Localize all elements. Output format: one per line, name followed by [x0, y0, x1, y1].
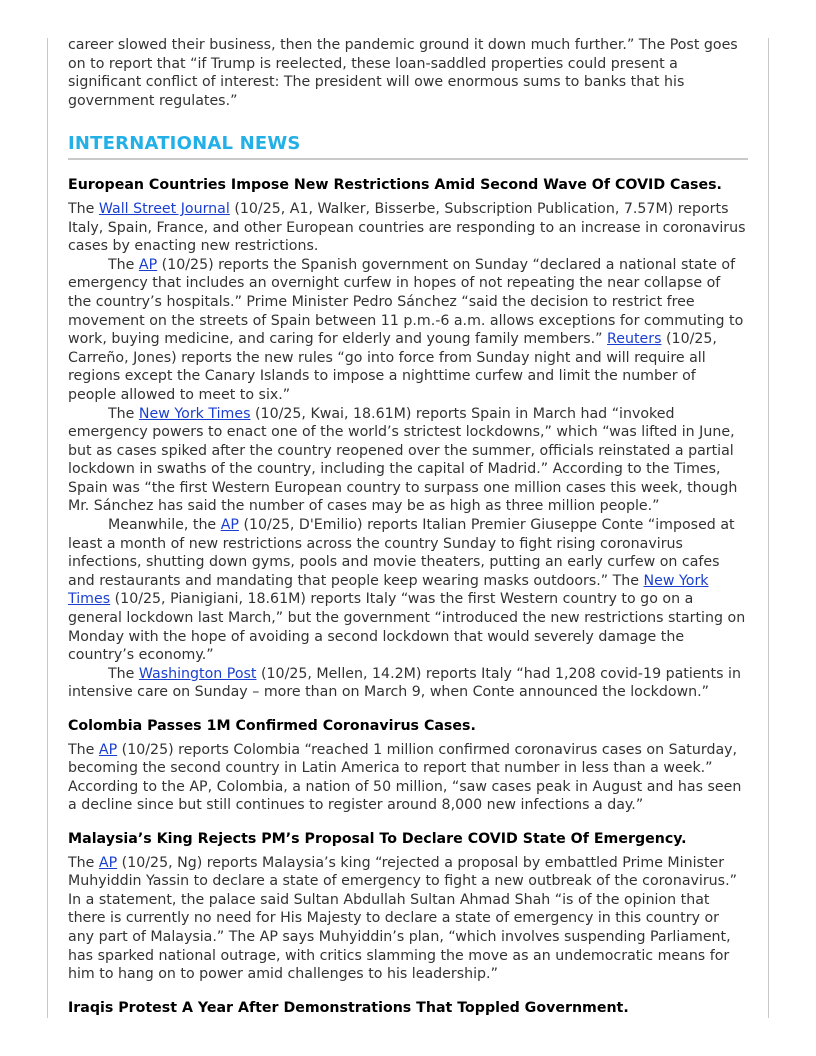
article-europe [68, 176, 748, 702]
article-paragraph: The AP (10/25, Ng) reports Malaysia’s king “rejected a proposal by embattled Prime Minister Muhyiddin Yassin to declare a state of emergency to fight a new outbreak of the coronavirus.” In a statement, the palace said Sultan Abdullah Sultan Ahmad Shah “is of the opinion that there is currently no need for His Majesty to declare a state of emergency in this country or any part of Malaysia.” The AP says Muhyiddin’s plan, “which involves suspending Parliament, has sparked national outrage, with critics slamming the move as an undemocratic means for him to hang on to power amid challenges to his leadership.” [68, 854, 737, 983]
article-paragraph: The AP (10/25) reports Colombia “reached 1 million confirmed coronavirus cases on Saturday, becoming the second country in Latin America to report that number in less than a week.” According to the AP, Colombia, a nation of 50 million, “saw cases peak in August and has seen a decline since but still continues to register around 8,000 new infections a day.” [68, 741, 742, 814]
article-headline: Iraqis Protest A Year After Demonstrations That Toppled Government. [68, 999, 629, 1016]
article-paragraph: The Washington Post (10/25, Mellen, 14.2M) reports Italy “had 1,208 covid-19 patients in intensive care on Sunday – more than on March 9, when Conte announced the lockdown.” [68, 665, 741, 701]
source-link-wall-street-journal[interactable]: Wall Street Journal [98, 200, 230, 217]
left-border [47, 38, 48, 1018]
article-paragraph: The AP (10/25) reports the Spanish government on Sunday “declared a national state of emergency that includes an overnight curfew in hopes of not repeating the near collapse of the country’s hospitals.” Prime Minister Pedro Sánchez “said the decision to restrict free movement on the streets of Spain between 11 p.m.-6 a.m. allows exceptions for commuting to work, buying medicine, and caring for elderly and young family members.” Reuters (10/25, Carreño, Jones) reports the new rules “go into force from Sunday night and will require all regions except the Canary Islands to impose a nighttime curfew and limit the number of people allowed to meet to six.” [68, 256, 744, 403]
article-headline: European Countries Impose New Restrictions Amid Second Wave Of COVID Cases. [68, 177, 722, 194]
source-link-ap[interactable]: AP [138, 256, 158, 273]
source-link-ap[interactable]: AP [98, 741, 118, 758]
article-headline: Colombia Passes 1M Confirmed Coronavirus Cases. [68, 718, 476, 734]
article-malaysia [68, 830, 748, 984]
source-link-new-york-times[interactable]: New York Times [68, 572, 709, 608]
article-paragraph: The New York Times (10/25, Kwai, 18.61M) reports Spain in March had “invoked emergency powers to enact one of the world’s strictest lockdowns,” which “was lifted in June, but as cases spiked after the country reopened over the summer, officials reinstated a partial lockdown in swaths of the country, including the capital of Madrid.” According to the Times, Spain was “the first Western European country to surpass one million cases this week, though Mr. Sánchez has said the number of cases may be as high as three million people.” [68, 405, 738, 515]
newsletter-body [68, 36, 748, 1022]
source-link-ap[interactable]: AP [98, 854, 118, 871]
right-border [768, 38, 769, 1018]
article-paragraph: Meanwhile, the AP (10/25, D'Emilio) reports Italian Premier Giuseppe Conte “imposed at least a month of new restrictions across the country Sunday to fight rising coronavirus infections, shutting down gyms, pools and movie theaters, putting an early curfew on cafes and restaurants and mandating that people keep wearing masks outdoors.” The New York Times (10/25, Pianigiani, 18.61M) reports Italy “was the first Western country to go on a general lockdown last March,” but the government “introduced the new restrictions starting on Monday with the hope of avoiding a second lockdown that would severely damage the country’s economy.” [68, 517, 746, 664]
article-headline: Malaysia’s King Rejects PM’s Proposal To Declare COVID State Of Emergency. [68, 830, 687, 847]
source-link-reuters[interactable]: Reuters [607, 331, 662, 348]
article-iraq [68, 999, 748, 1018]
intro-paragraph: career slowed their business, then the pandemic ground it down much further.” The Post goes on to report that “if Trump is reelected, these loan-saddled properties could present a significant conflict of interest: The president will owe enormous sums to banks that his government regulates.” [68, 37, 738, 109]
article-paragraph: The Wall Street Journal (10/25, A1, Walker, Bisserbe, Subscription Publication, 7.57M) reports Italy, Spain, France, and other European countries are responding to an increase in coronavirus cases by enacting new restrictions. [68, 200, 746, 255]
article-colombia [68, 717, 748, 815]
source-link-washington-post[interactable]: Washington Post [138, 665, 257, 682]
source-link-ap[interactable]: AP [220, 517, 239, 534]
section-heading: INTERNATIONAL NEWS [68, 131, 748, 160]
source-link-new-york-times[interactable]: New York Times [138, 405, 251, 422]
